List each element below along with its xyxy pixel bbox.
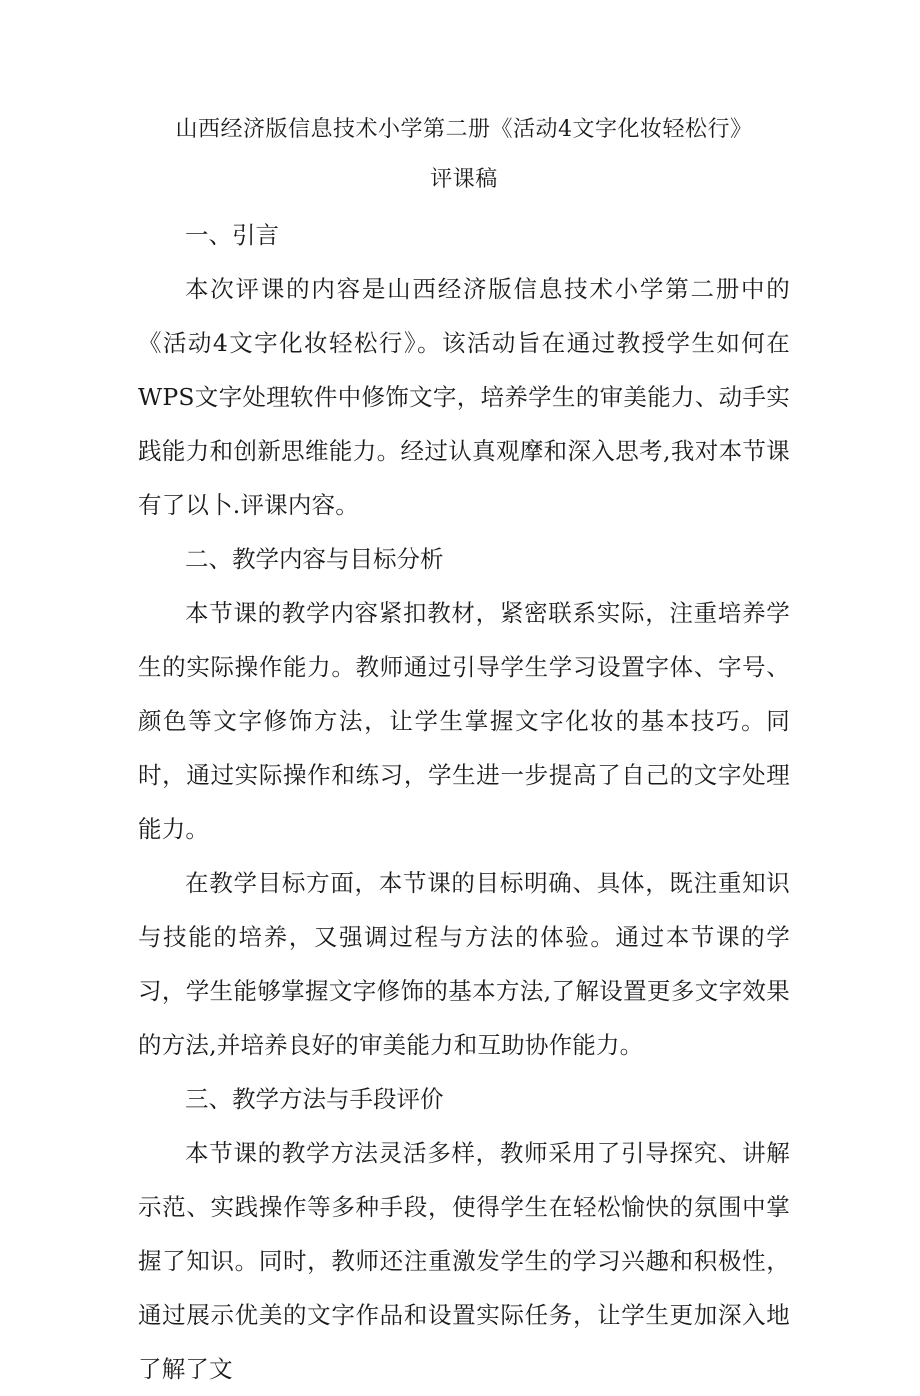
paragraph-intro: 本次评课的内容是山西经济版信息技术小学第二册中的《活动4文字化妆轻松行》。该活动旨在通过教授学生如何在WPS文字处理软件中修饰文字，培养学生的审美能力、动手实践能力和创新思维能力。经过认真观摩和深入思考,我对本节课有了以卜.评课内容。 — [138, 275, 790, 519]
paragraph-methods: 本节课的教学方法灵活多样，教师采用了引导探究、讲解示范、实践操作等多种手段，使得学生在轻松愉快的氛围中掌握了知识。同时，教师还注重激发学生的学习兴趣和积极性，通过展示优美的文字作品和设置实际任务，让学生更加深入地了解了文 — [138, 1139, 790, 1383]
section-heading-methods: 三、教学方法与手段评价 — [185, 1085, 444, 1113]
paragraph-content: 本节课的教学内容紧扣教材，紧密联系实际，注重培养学生的实际操作能力。教师通过引导学生学习设置字体、字号、颜色等文字修饰方法，让学生掌握文字化妆的基本技巧。同时，通过实际操作和练习，学生进一步提高了自己的文字处理能力。 — [138, 599, 790, 843]
paragraph-goals: 在教学目标方面，本节课的目标明确、具体，既注重知识与技能的培养，又强调过程与方法的体验。通过本节课的学习，学生能够掌握文字修饰的基本方法,了解设置更多文字效果的方法,并培养良好的审美能力和互助协作能力。 — [138, 869, 790, 1059]
document-body — [138, 112, 790, 1396]
document-subtitle: 评课稿 — [430, 167, 498, 192]
section-heading-content-goals: 二、教学内容与目标分析 — [185, 545, 444, 573]
section-heading-intro: 一、引言 — [185, 221, 279, 249]
document-title: 山西经济版信息技术小学第二册《活动4文字化妆轻松行》 — [175, 117, 753, 142]
